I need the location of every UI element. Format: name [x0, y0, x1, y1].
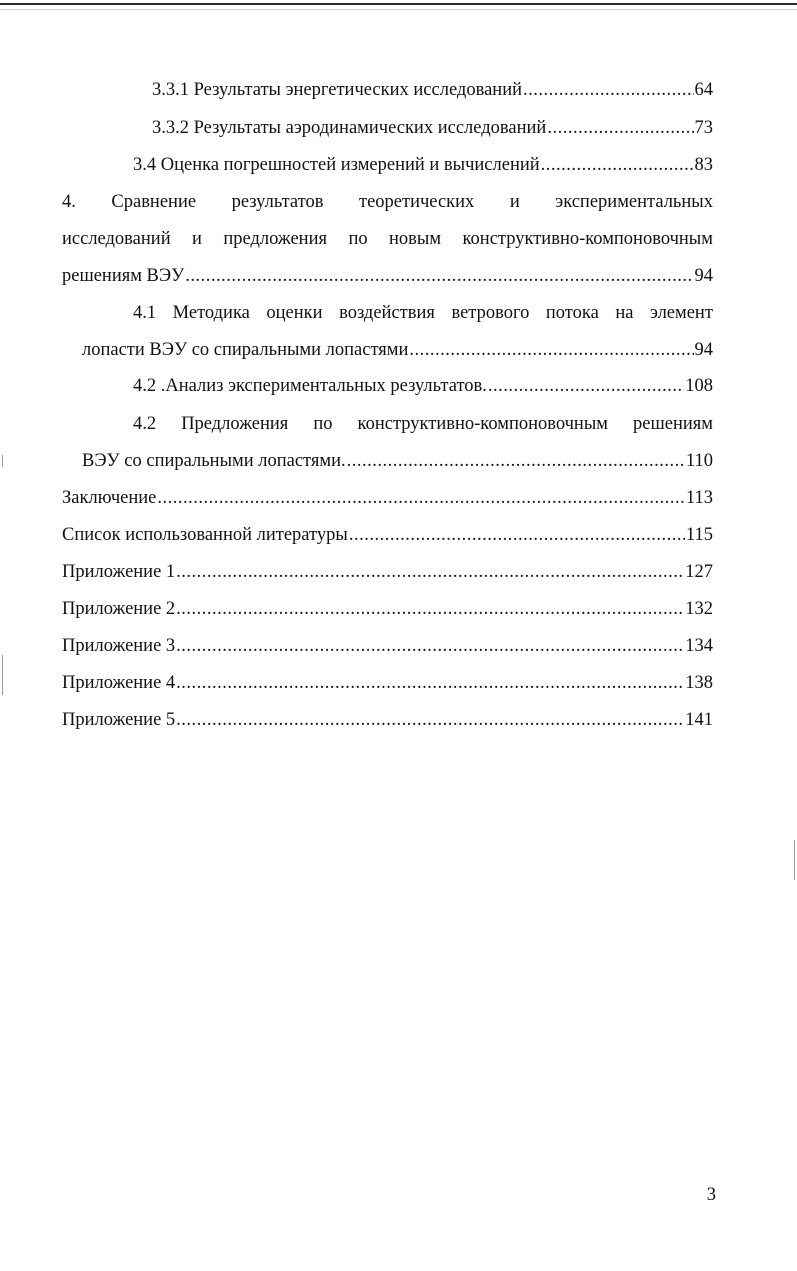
toc-entry-page: 94 — [694, 340, 713, 360]
toc-entry-4-2-proposals-line2[interactable] — [82, 448, 713, 474]
word: Сравнение — [111, 192, 197, 212]
toc-entry-page: 138 — [685, 673, 713, 693]
word: теоретических — [358, 192, 475, 212]
word: на — [615, 303, 634, 323]
dot-leader — [176, 707, 684, 733]
toc-entry-title: лопасти ВЭУ со спиральными лопастями — [82, 340, 409, 360]
toc-entry-title: ВЭУ со спиральными лопастями. — [82, 451, 346, 471]
word: 4. — [62, 192, 76, 212]
toc-entry-appendix-3[interactable] — [62, 633, 713, 659]
toc-entry-title: 3.3.2 Результаты аэродинамических исследований — [152, 118, 547, 138]
toc-entry-title: Список использованной литературы — [62, 525, 348, 545]
word: 4.1 — [133, 303, 157, 323]
page-number: 3 — [706, 1185, 716, 1205]
toc-entry-page: 110 — [685, 451, 713, 471]
word: ветрового — [451, 303, 530, 323]
dot-leader — [176, 596, 684, 622]
dot-leader — [349, 522, 685, 548]
toc-entry-page: 73 — [694, 118, 713, 138]
word: исследований — [62, 229, 171, 249]
toc-entry-title: Приложение 3 — [62, 636, 176, 656]
word: предложения — [223, 229, 327, 249]
dot-leader — [547, 115, 693, 141]
toc-entry-title: Приложение 4 — [62, 673, 176, 693]
toc-entry-page: 132 — [685, 599, 713, 619]
toc-entry-appendix-4[interactable] — [62, 670, 713, 696]
scan-mark — [2, 455, 3, 467]
word: конструктивно-компоновочным — [357, 414, 608, 434]
toc-entry-title: Приложение 2 — [62, 599, 176, 619]
toc-entry-page: 64 — [694, 80, 713, 100]
toc-entry-title: 3.4 Оценка погрешностей измерений и вычислений — [133, 155, 540, 175]
toc-entry-appendix-5[interactable] — [62, 707, 713, 733]
word: потока — [545, 303, 599, 323]
dot-leader — [185, 263, 693, 289]
scan-mark — [794, 840, 795, 880]
dot-leader — [176, 559, 684, 585]
word: решениям — [633, 414, 713, 434]
toc-entry-title: Приложение 5 — [62, 710, 176, 730]
toc-entry-4-1-line1[interactable] — [133, 300, 713, 326]
word: Методика — [172, 303, 250, 323]
toc-entry-title: Приложение 1 — [62, 562, 176, 582]
dot-leader — [541, 152, 694, 178]
word: Предложения — [181, 414, 289, 434]
toc-entry-title: Заключение — [62, 488, 157, 508]
toc-entry-references[interactable] — [62, 522, 713, 548]
word: конструктивно-компоновочным — [462, 229, 713, 249]
dot-leader — [157, 485, 685, 511]
dot-leader — [523, 77, 694, 103]
toc-entry-page: 113 — [685, 488, 713, 508]
toc-entry-page: 134 — [685, 636, 713, 656]
toc-entry-page: 94 — [694, 266, 713, 286]
toc-entry-title: решениям ВЭУ — [62, 266, 185, 286]
toc-entry-page: 83 — [694, 155, 713, 175]
scan-mark — [2, 655, 3, 695]
dot-leader — [347, 448, 685, 474]
toc-entry-4-2-proposals-line1[interactable] — [133, 411, 713, 437]
dot-leader — [409, 337, 693, 363]
toc-entry-3-3-1[interactable] — [152, 77, 713, 103]
word: 4.2 — [133, 414, 157, 434]
word: элемент — [649, 303, 713, 323]
dot-leader — [176, 633, 684, 659]
word: новым — [389, 229, 442, 249]
toc-entry-appendix-2[interactable] — [62, 596, 713, 622]
toc-entry-conclusion[interactable] — [62, 485, 713, 511]
word: оценки — [266, 303, 323, 323]
toc-entry-4-1-line2[interactable] — [82, 337, 713, 363]
toc-entry-4-2-analysis[interactable] — [133, 373, 713, 399]
toc-entry-4-line2[interactable] — [62, 226, 713, 252]
top-border-line — [0, 3, 797, 5]
toc-entry-appendix-1[interactable] — [62, 559, 713, 585]
toc-entry-3-4[interactable] — [133, 152, 713, 178]
toc-entry-title: 4.2 .Анализ экспериментальных результатов. — [133, 376, 487, 396]
toc-entry-4-line3[interactable] — [62, 263, 713, 289]
word: по — [348, 229, 368, 249]
toc-entry-4-line1[interactable] — [62, 189, 713, 215]
word: по — [313, 414, 333, 434]
toc-entry-title: 3.3.1 Результаты энергетических исследований — [152, 80, 522, 100]
toc-entry-page: 108 — [685, 376, 713, 396]
word: экспериментальных — [555, 192, 713, 212]
toc-entry-page: 141 — [685, 710, 713, 730]
top-border-shadow — [0, 9, 797, 10]
word: результатов — [231, 192, 324, 212]
dot-leader — [176, 670, 684, 696]
word: и — [192, 229, 202, 249]
toc-entry-3-3-2[interactable] — [152, 115, 713, 141]
word: и — [509, 192, 520, 212]
toc-entry-page: 115 — [685, 525, 713, 545]
toc-entry-page: 127 — [685, 562, 713, 582]
word: воздействия — [339, 303, 435, 323]
dot-leader — [488, 373, 684, 399]
